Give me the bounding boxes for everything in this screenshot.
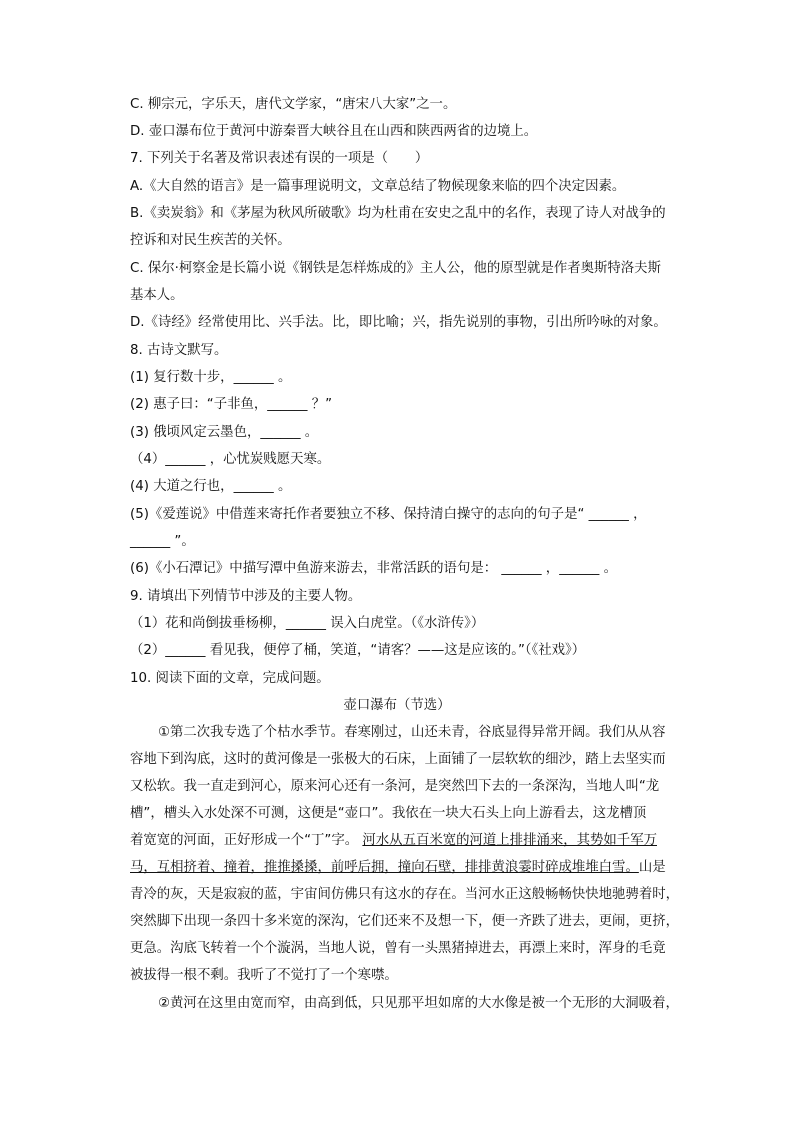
q9-item-2: （2）______ 看见我，便停了桶，笑道，“请客？——这是应该的。”（《社戏》） — [130, 643, 586, 658]
passage-line: 青冷的灰，天是寂寂的蓝，宇宙间仿佛只有这水的存在。当河水正这般畅畅快快地驰骋着时， — [130, 887, 680, 902]
passage-line: 槽”，槽头入水处深不可测，这便是“壶口”。我依在一块大石头上向上游看去，这龙槽顶 — [130, 806, 647, 821]
question-9: 9. 请填出下列情节中涉及的主要人物。 — [130, 589, 362, 604]
q8-item-3: (3) 俄顷风定云墨色，______ 。 — [130, 425, 319, 440]
q8-item-1: (1) 复行数十步，______ 。 — [130, 370, 292, 385]
option-d-q6: D. 壶口瀑布位于黄河中游秦晋大峡谷且在山西和陕西两省的边境上。 — [130, 124, 538, 139]
passage-line: 又松软。我一直走到河心，原来河心还有一条河，是突然凹下去的一条深沟，当地人叫“龙 — [130, 779, 660, 794]
passage-line — [130, 831, 657, 851]
option-d-q7: D.《诗经》经常使用比、兴手法。比，即比喻；兴，指先说别的事物，引出所吟咏的对象。 — [130, 315, 667, 330]
question-7: 7. 下列关于名著及常识表述有误的一项是（ ） — [130, 151, 429, 166]
question-8: 8. 古诗文默写。 — [130, 343, 228, 358]
passage-title: 壶口瀑布（节选） — [343, 698, 451, 713]
option-c-q7-cont: 基本人。 — [130, 288, 184, 303]
passage-text: 着宽宽的河面，正好形成一个“丁”字。 — [130, 833, 359, 848]
q9-item-1: （1）花和尚倒拔垂杨柳，______ 误入白虎堂。（《水浒传》） — [130, 616, 485, 631]
option-b-q7-cont: 控诉和对民生疾苦的关怀。 — [130, 233, 291, 248]
option-c-q6: C. 柳宗元，字乐天，唐代文学家，“唐宋八大家”之一。 — [130, 97, 457, 112]
passage-line: ①第二次我专选了个枯水季节。春寒刚过，山还未青，谷底显得异常开阔。我们从从容 — [158, 725, 666, 740]
passage-line: 突然脚下出现一条四十多米宽的深沟，它们还来不及想一下，便一齐跌了进去，更闹，更挤， — [130, 914, 680, 929]
question-10: 10. 阅读下面的文章，完成问题。 — [130, 671, 330, 686]
q8-item-6: (6)《小石潭记》中描写潭中鱼游来游去，非常活跃的语句是： ______ ，______ 。 — [130, 561, 618, 576]
q8-item-5-cont: ______ ”。 — [130, 534, 195, 549]
passage-line: 被拔得一根不剩。我听了不觉打了一个寒噤。 — [130, 968, 398, 983]
q8-item-4b: (4) 大道之行也，______ 。 — [130, 479, 292, 494]
passage-line: 更急。沟底飞转着一个个漩涡，当地人说，曾有一头黑猪掉进去，再漂上来时，浑身的毛竟 — [130, 941, 666, 956]
option-a-q7: A.《大自然的语言》是一篇事理说明文，文章总结了物候现象来临的四个决定因素。 — [130, 179, 626, 194]
option-c-q7: C. 保尔·柯察金是长篇小说《钢铁是怎样炼成的》主人公，他的原型就是作者奥斯特洛夫斯 — [130, 261, 661, 276]
passage-line — [130, 858, 666, 878]
q8-item-2: (2) 惠子曰：“子非鱼，______ ？” — [130, 397, 333, 412]
option-b-q7: B.《卖炭翁》和《茅屋为秋风所破歌》均为杜甫在安史之乱中的名作，表现了诗人对战争的 — [130, 206, 666, 221]
q8-item-5: (5)《爱莲说》中借莲来寄托作者要独立不移、保持清白操守的志向的句子是“ ______ ， — [130, 507, 647, 522]
underlined-sentence: 河水从五百米宽的河道上排排涌来，其势如千军万 — [362, 833, 657, 848]
q8-item-4a: （4）______ ，心忧炭贱愿天寒。 — [130, 452, 331, 467]
passage-line: 容地下到沟底，这时的黄河像是一张极大的石床，上面铺了一层软软的细沙，踏上去坚实而 — [130, 752, 666, 767]
passage-text: 山是 — [638, 860, 666, 875]
passage-line: ②黄河在这里由宽而窄，由高到低，只见那平坦如席的大水像是被一个无形的大洞吸着， — [158, 996, 679, 1011]
underlined-sentence-cont: 马，互相挤着、撞着，推推搡搡，前呼后拥，撞向石壁，排排黄浪霎时碎成堆堆白雪。 — [130, 860, 639, 875]
